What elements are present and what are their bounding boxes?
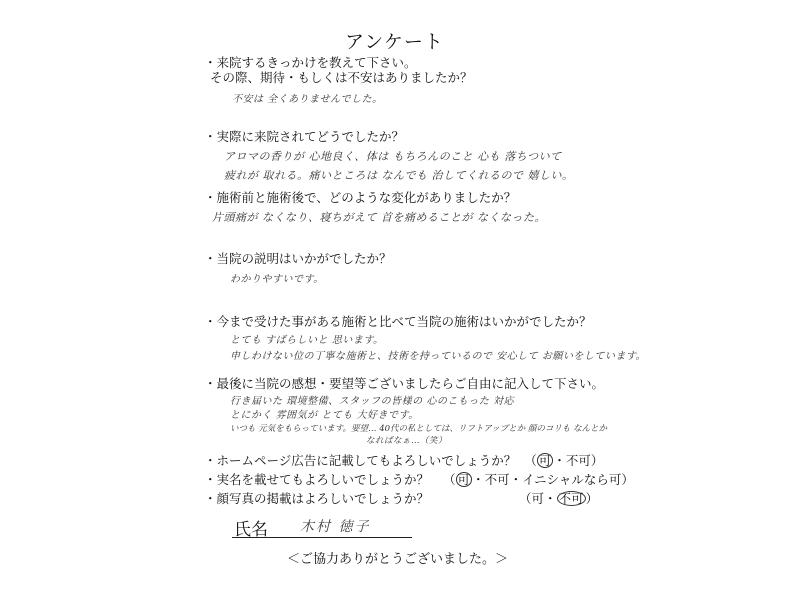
answer-6-line-2: とにかく 雰囲気が とても 大好きです。 — [230, 410, 419, 421]
consent-photo-row: ・顔写真の掲載はよろしいでしょうか？ （可・ 不可 ） — [204, 491, 599, 506]
question-6-line-1: ・最後に当院の感想・要望等ございましたらご自由に記入して下さい。 — [204, 376, 605, 391]
answer-2-line-2: 疲れが 取れる。痛いところは なんでも 治してくれるので 嬉しい。 — [224, 169, 574, 182]
question-1-line-2: その際、期待・もしくは不安はありましたか？ — [210, 70, 473, 85]
name-underline — [232, 537, 412, 538]
consent-realname-option-ng[interactable]: 不可 — [484, 472, 510, 487]
page-title: アンケート — [345, 31, 444, 53]
consent-photo-option-ng[interactable]: 不可 — [558, 491, 584, 506]
consent-realname-option-initials[interactable]: イニシャルなら可 — [522, 472, 622, 487]
name-label: 氏名 — [234, 520, 268, 540]
consent-homepage-row: ・ホームページ広告に記載してもよろしいでしょうか？ （ 可 ・不可） — [204, 453, 604, 468]
answer-6-line-3: いつも 元気をもらっています。要望… 40代の私としては、リフトアップとか 顔のコリも なんとか — [230, 424, 608, 434]
consent-photo-option-ok[interactable]: 可 — [531, 491, 545, 506]
name-signature: 木村 徳子 — [300, 519, 371, 535]
question-1-line-1: ・来院するきっかけを教えて下さい。 — [204, 55, 417, 70]
answer-3-line-1: 片頭痛が なくなり、寝ちがえて 首を痛めることが なくなった。 — [212, 211, 546, 224]
consent-homepage-option-ok[interactable]: 可 — [538, 453, 552, 468]
question-3-line-1: ・施術前と施術後で、どのような変化がありましたか？ — [204, 190, 517, 205]
answer-5-line-2: 申しわけない位の丁寧な施術と、技術を持っているので 安心して お願いをしています。 — [230, 351, 647, 362]
consent-homepage-option-ng[interactable]: 不可 — [565, 453, 591, 468]
answer-5-line-1: とても すばらしいと 思います。 — [230, 335, 384, 346]
question-5-line-1: ・今まで受けた事がある施術と比べて当院の施術はいかがでしたか？ — [204, 314, 592, 329]
answer-2-line-1: アロマの香りが 心地良く、体は もちろんのこと 心も 落ちついて — [224, 150, 562, 163]
answer-4-line-1: わかりやすいです。 — [230, 274, 324, 285]
consent-realname-row: ・実名を載せてもよろしいでしょうか？ （ 可 ・不可・イニシャルなら可） — [204, 472, 634, 487]
answer-6-line-4: なればなぁ…（笑） — [366, 436, 448, 446]
question-2-line-1: ・実際に来院されてどうでしたか？ — [204, 129, 405, 144]
answer-1-line-1: 不安は 全くありませんでした。 — [232, 94, 383, 105]
question-4-line-1: ・当院の説明はいかがでしたか？ — [204, 251, 392, 266]
answer-6-line-1: 行き届いた 環境整備、スタッフの皆様の 心のこもった 対応 — [230, 396, 515, 407]
consent-realname-question: ・実名を載せてもよろしいでしょうか？ — [204, 472, 430, 487]
consent-photo-question: ・顔写真の掲載はよろしいでしょうか？ — [204, 491, 430, 506]
footer-thanks: ＜ご協力ありがとうございました。＞ — [287, 552, 509, 567]
consent-realname-option-ok[interactable]: 可 — [457, 472, 471, 487]
consent-homepage-question: ・ホームページ広告に記載してもよろしいでしょうか？ — [204, 453, 517, 468]
